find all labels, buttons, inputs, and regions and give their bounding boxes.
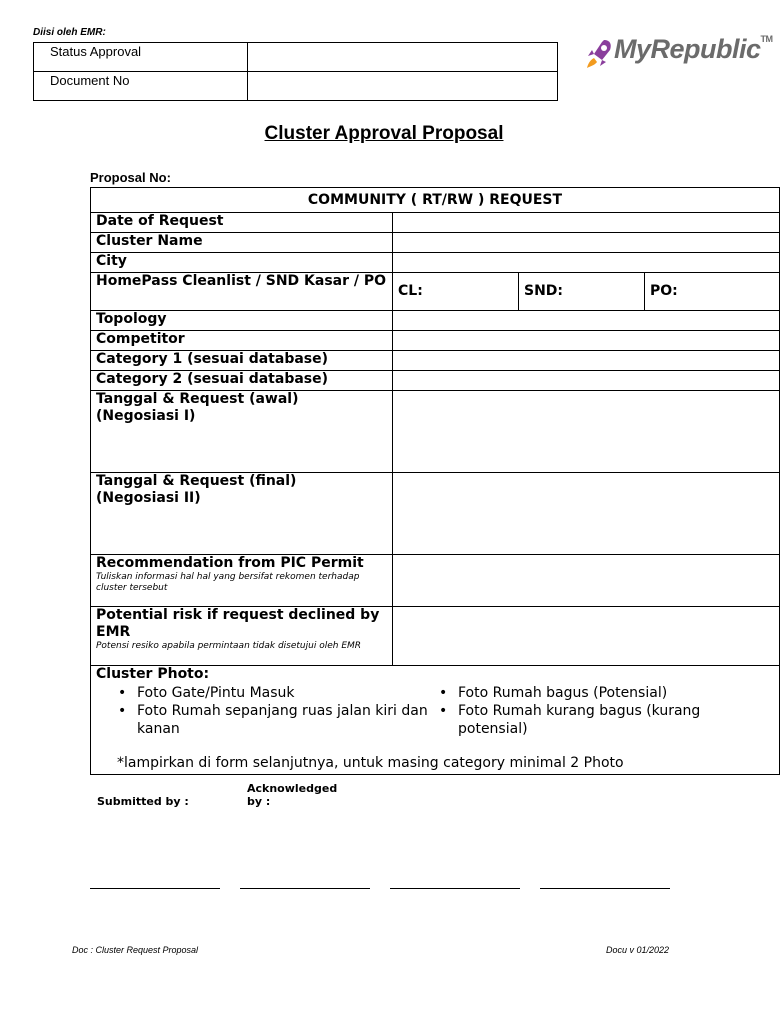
table-row xyxy=(91,331,780,351)
footer-version: Docu v 01/2022 xyxy=(606,945,670,955)
status-approval-value[interactable] xyxy=(248,43,558,72)
city-field[interactable] xyxy=(393,253,780,273)
status-row xyxy=(34,72,558,101)
recommendation-title: Recommendation from PIC Permit xyxy=(96,555,364,571)
potential-risk-title: Potential risk if request declined by EMR xyxy=(96,607,380,640)
acknowledged-by-line-1: Acknowledged xyxy=(247,782,338,795)
category-1-label: Category 1 (sesuai database) xyxy=(91,351,393,371)
negotiation-2-subtitle: (Negosiasi II) xyxy=(96,490,201,506)
list-item: • Foto Rumah bagus (Potensial) xyxy=(432,684,752,702)
topology-field[interactable] xyxy=(393,311,780,331)
negotiation-2-label xyxy=(91,473,393,555)
signature-line[interactable] xyxy=(540,888,670,889)
recommendation-note: Tuliskan informasi hal hal yang bersifat rekomen terhadap cluster tersebut xyxy=(96,572,360,593)
table-heading: COMMUNITY ( RT/RW ) REQUEST xyxy=(91,188,780,213)
negotiation-2-title: Tanggal & Request (final) xyxy=(96,473,297,489)
table-row xyxy=(91,311,780,331)
cluster-photo-section xyxy=(91,666,780,775)
acknowledged-by-label xyxy=(247,782,337,808)
list-item: • Foto Rumah kurang bagus (kurang potensial) xyxy=(432,702,752,738)
city-label: City xyxy=(91,253,393,273)
status-approval-label: Status Approval xyxy=(34,43,248,72)
proposal-no-label: Proposal No: xyxy=(90,170,171,185)
acknowledged-by-line-2: by : xyxy=(247,795,271,808)
homepass-label: HomePass Cleanlist / SND Kasar / PO xyxy=(91,273,393,311)
status-table xyxy=(33,42,558,101)
trademark-mark: TM xyxy=(760,34,773,44)
potential-risk-label xyxy=(91,607,393,666)
request-table xyxy=(90,187,780,775)
table-row xyxy=(91,391,780,473)
table-row xyxy=(91,371,780,391)
document-no-label: Document No xyxy=(34,72,248,101)
rocket-icon xyxy=(584,36,614,72)
table-row xyxy=(91,555,780,607)
logo-text: MyRepublic™ xyxy=(614,34,773,64)
category-1-field[interactable] xyxy=(393,351,780,371)
document-no-value[interactable] xyxy=(248,72,558,101)
date-of-request-label: Date of Request xyxy=(91,213,393,233)
table-row xyxy=(91,351,780,371)
signature-line[interactable] xyxy=(390,888,520,889)
emr-note: Diisi oleh EMR: xyxy=(33,27,106,38)
potential-risk-field[interactable] xyxy=(393,607,780,666)
table-row xyxy=(91,253,780,273)
negotiation-1-label xyxy=(91,391,393,473)
signature-line[interactable] xyxy=(240,888,370,889)
signature-line[interactable] xyxy=(90,888,220,889)
recommendation-field[interactable] xyxy=(393,555,780,607)
recommendation-label xyxy=(91,555,393,607)
po-field[interactable]: PO: xyxy=(645,273,780,311)
table-heading-row xyxy=(91,188,780,213)
negotiation-1-title: Tanggal & Request (awal) xyxy=(96,391,299,407)
footer-doc-label: Doc : Cluster Request Proposal xyxy=(72,945,199,955)
snd-field[interactable]: SND: xyxy=(519,273,645,311)
myrepublic-logo xyxy=(584,30,773,76)
table-row xyxy=(91,666,780,775)
list-item: • Foto Gate/Pintu Masuk xyxy=(111,684,431,702)
negotiation-2-field[interactable] xyxy=(393,473,780,555)
table-row xyxy=(91,233,780,253)
table-row xyxy=(91,473,780,555)
date-of-request-field[interactable] xyxy=(393,213,780,233)
table-row xyxy=(91,213,780,233)
cluster-name-field[interactable] xyxy=(393,233,780,253)
cluster-name-label: Cluster Name xyxy=(91,233,393,253)
negotiation-1-subtitle: (Negosiasi I) xyxy=(96,408,196,424)
photo-list-right xyxy=(432,684,752,738)
competitor-label: Competitor xyxy=(91,331,393,351)
topology-label: Topology xyxy=(91,311,393,331)
status-row xyxy=(34,43,558,72)
photo-list-left xyxy=(111,684,431,738)
list-item: • Foto Rumah sepanjang ruas jalan kiri dan kanan xyxy=(111,702,431,738)
cl-field[interactable]: CL: xyxy=(393,273,519,311)
competitor-field[interactable] xyxy=(393,331,780,351)
photo-note: *lampirkan di form selanjutnya, untuk masing category minimal 2 Photo xyxy=(117,755,624,771)
category-2-field[interactable] xyxy=(393,371,780,391)
cluster-photo-title: Cluster Photo: xyxy=(96,666,210,682)
table-row xyxy=(91,273,780,311)
category-2-label: Category 2 (sesuai database) xyxy=(91,371,393,391)
submitted-by-label: Submitted by : xyxy=(97,795,189,808)
potential-risk-note: Potensi resiko apabila permintaan tidak disetujui oleh EMR xyxy=(96,641,362,651)
table-row xyxy=(91,607,780,666)
page-title: Cluster Approval Proposal xyxy=(264,123,504,144)
photo-requirements xyxy=(96,684,774,742)
negotiation-1-field[interactable] xyxy=(393,391,780,473)
